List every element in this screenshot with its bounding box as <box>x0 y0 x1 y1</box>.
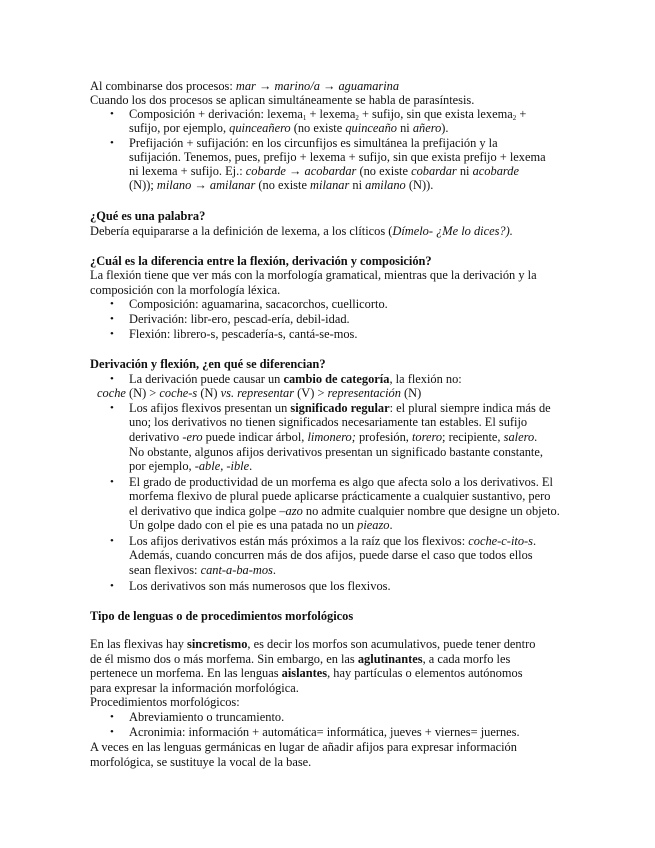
paragraph-text: A veces en las lenguas germánicas en lugar de añadir afijos para expresar información <box>90 740 517 754</box>
paragraph-text: En las flexivas hay sincretismo, es decir los morfos son acumulativos, puede tener dentro <box>90 637 536 651</box>
list-item-text: Composición: aguamarina, sacacorchos, cuellicorto. <box>129 297 388 311</box>
section-heading: ¿Qué es una palabra? <box>90 209 206 223</box>
paragraph-text: morfológica, se sustituye la vocal de la base. <box>90 755 312 769</box>
list-item-text: Acronimia: información + automática= informática, jueves + viernes= juernes. <box>129 725 520 739</box>
bullet-icon: • <box>110 580 114 592</box>
bullet-icon: • <box>110 476 114 488</box>
paragraph-text: Debería equipararse a la definición de lexema, a los clíticos (Dímelo- ¿Me lo dices?). <box>90 224 513 238</box>
list-item-text: por ejemplo, -able, -ible. <box>129 459 253 473</box>
list-item-text: (N)); milano → amilanar (no existe milanar ni amilano (N)). <box>129 178 434 192</box>
bullet-icon: • <box>110 726 114 738</box>
list-item-text: Flexión: librero-s, pescadería-s, cantá-se-mos. <box>129 327 358 341</box>
list-item-text: La derivación puede causar un cambio de categoría, la flexión no: <box>129 372 462 386</box>
list-item-text: ni lexema + sufijo. Ej.: cobarde → acobardar (no existe cobardar ni acobarde <box>129 164 519 178</box>
list-item-text: No obstante, algunos afijos derivativos presentan un significado bastante constante, <box>129 445 543 459</box>
bullet-icon: • <box>110 298 114 310</box>
list-item-text: sufijación. Tenemos, pues, prefijo + lexema + sufijo, sin que exista prefijo + lexema <box>129 150 546 164</box>
bullet-icon: • <box>110 137 114 149</box>
list-item-text: Los derivativos son más numerosos que los flexivos. <box>129 579 391 593</box>
example-text: coche (N) > coche-s (N) vs. representar (V) > representación (N) <box>97 386 422 400</box>
paragraph-text: pertenece un morfema. En las lenguas aislantes, hay partículas o elementos autónomos <box>90 666 523 680</box>
list-item-text: Derivación: libr-ero, pescad-ería, debil-idad. <box>129 312 350 326</box>
paragraph-text: La flexión tiene que ver más con la morfología gramatical, mientras que la derivación y la <box>90 268 537 282</box>
section-heading: Tipo de lenguas o de procedimientos morfológicos <box>90 609 354 623</box>
section-heading: Derivación y flexión, ¿en qué se diferencian? <box>90 357 326 371</box>
section-heading: ¿Cuál es la diferencia entre la flexión, derivación y composición? <box>90 254 432 268</box>
list-item-text: sean flexivos: cant-a-ba-mos. <box>129 563 276 577</box>
bullet-icon: • <box>110 373 114 385</box>
bullet-icon: • <box>110 313 114 325</box>
bullet-icon: • <box>110 535 114 547</box>
list-item-text: Los afijos flexivos presentan un significado regular: el plural siempre indica más de <box>129 401 551 415</box>
list-item-text: Prefijación + sufijación: en los circunfijos es simultánea la prefijación y la <box>129 136 498 150</box>
list-item-text: derivativo -ero puede indicar árbol, limonero; profesión, torero; recipiente, salero. <box>129 430 538 444</box>
bullet-icon: • <box>110 711 114 723</box>
paragraph-text: de él mismo dos o más morfema. Sin embargo, en las aglutinantes, a cada morfo les <box>90 652 511 666</box>
bullet-icon: • <box>110 402 114 414</box>
paragraph-text: para expresar la información morfológica. <box>90 681 299 695</box>
list-item-text: El grado de productividad de un morfema es algo que afecta solo a los derivativos. El <box>129 475 553 489</box>
list-item-text: Composición + derivación: lexema$_1$ + lexema$_2$ + sufijo, sin que exista lexema$_2$ + <box>129 107 527 122</box>
paragraph-text: Cuando los dos procesos se aplican simultáneamente se habla de parasíntesis. <box>90 93 475 107</box>
paragraph-text: Al combinarse dos procesos: mar → marino/a → aguamarina <box>90 79 400 93</box>
list-item-text: el derivativo que indica golpe –azo no admite cualquier nombre que designe un objeto. <box>129 504 560 518</box>
paragraph-text: composición con la morfología léxica. <box>90 283 281 297</box>
list-item-text: sufijo, por ejemplo, quinceañero (no existe quinceaño ni añero). <box>129 121 449 135</box>
paragraph-text: Procedimientos morfológicos: <box>90 695 240 709</box>
list-item-text: Abreviamiento o truncamiento. <box>129 710 285 724</box>
bullet-icon: • <box>110 108 114 120</box>
bullet-icon: • <box>110 328 114 340</box>
list-item-text: uno; los derivativos no tienen significados necesariamente tan estables. El sufijo <box>129 415 528 429</box>
list-item-text: morfema flexivo de plural puede aplicarse prácticamente a cualquier sustantivo, pero <box>129 489 551 503</box>
list-item-text: Los afijos derivativos están más próximos a la raíz que los flexivos: coche-c-ito-s. <box>129 534 537 548</box>
list-item-text: Un golpe dado con el pie es una patada no un pieazo. <box>129 518 393 532</box>
list-item-text: Además, cuando concurren más de dos afijos, puede darse el caso que todos ellos <box>129 548 533 562</box>
